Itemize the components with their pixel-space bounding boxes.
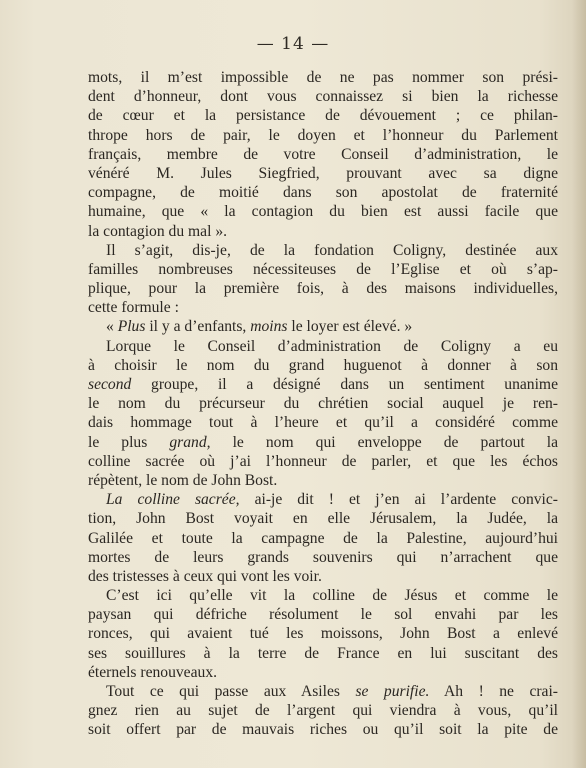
page-edge-shadow <box>572 0 586 768</box>
italic-text: grand, <box>169 433 211 451</box>
italic-text: second <box>88 376 132 393</box>
text-run: répètent, le nom de John Bost. <box>88 471 278 489</box>
text-run: ronces, qui avaient tué les moissons, John Bost a enlevé <box>88 625 558 643</box>
text-line <box>88 548 558 567</box>
text-line <box>88 682 558 701</box>
text-run: dais hommage tout à l’heure et qu’il a considéré comme <box>88 414 558 432</box>
text-run: Il s’agit, dis-je, de la fondation Coligny, destinée aux <box>106 241 558 259</box>
text-line <box>88 356 558 375</box>
text-line <box>88 375 558 394</box>
italic-text: Plus <box>117 318 146 336</box>
text-line <box>88 183 558 202</box>
text-line <box>88 279 558 298</box>
text-run: ses souillures à la terre de France en lui suscitant des <box>88 644 558 662</box>
text-line <box>88 413 558 432</box>
text-run: humaine, que « la contagion du bien est aussi facile que <box>88 203 558 221</box>
text-line <box>88 605 558 624</box>
text-line <box>88 701 558 720</box>
text-run: C’est ici qu’elle vit la colline de Jésus et comme le <box>106 587 558 605</box>
text-run: plique, pour la première fois, à des maisons individuelles, <box>88 280 558 298</box>
text-run: compagne, de moitié dans son apostolat de fraternité <box>88 184 558 202</box>
text-run: Lorque le Conseil d’administration de Coligny a eu <box>106 337 558 355</box>
text-line <box>88 145 558 164</box>
text-run: éternels renouveaux. <box>88 663 218 681</box>
text-line <box>88 663 558 682</box>
text-line <box>88 298 558 317</box>
text-line <box>88 394 558 413</box>
text-line <box>88 509 558 528</box>
text-run: Tout ce qui passe aux Asiles <box>106 683 356 700</box>
italic-text: se purifie. <box>355 683 430 700</box>
text-run: le nom du précurseur du chrétien social auquel je ren- <box>88 395 558 413</box>
text-line <box>88 126 558 145</box>
text-run: de cœur et la persistance de dévouement ; ce philan- <box>88 107 558 125</box>
text-run: groupe, il a désigné dans un sentiment unanime <box>131 376 558 393</box>
page-number: — 14 — <box>256 34 330 54</box>
text-run: dent d’honneur, dont vous connaissez si bien la richesse <box>88 88 558 106</box>
text-line <box>88 317 558 336</box>
text-run: le nom qui enveloppe de partout la <box>210 433 558 451</box>
text-run: « <box>106 318 118 336</box>
text-run: paysan qui défriche résolument le sol envahi par les <box>88 606 558 624</box>
text-run: vénéré M. Jules Siegfried, prouvant avec sa digne <box>88 164 558 182</box>
text-run: la contagion du mal ». <box>88 222 228 240</box>
text-line <box>88 222 558 241</box>
text-line <box>88 164 558 183</box>
text-run: tion, John Bost voyait en elle Jérusalem, la Judée, la <box>88 510 558 528</box>
text-run: familles nombreuses nécessiteuses de l’Eglise et où s’ap- <box>88 260 558 278</box>
text-line <box>88 433 558 452</box>
text-run: soit offert par de mauvais riches ou qu’il soit la pite de <box>88 721 558 739</box>
text-line <box>88 202 558 221</box>
text-line <box>88 87 558 106</box>
text-run: Ah ! ne crai- <box>429 683 559 700</box>
text-run: Galilée et toute la campagne de la Palestine, aujourd’hui <box>88 529 558 547</box>
text-line <box>88 452 558 471</box>
text-line <box>88 720 558 739</box>
italic-text: La colline sacrée, <box>106 491 240 509</box>
text-line <box>88 241 558 260</box>
text-line <box>88 644 558 663</box>
body-text <box>88 68 558 740</box>
text-run: cette formule : <box>88 299 179 317</box>
text-line <box>88 68 558 87</box>
text-run: le plus <box>88 433 170 451</box>
text-run: mortes de leurs grands souvenirs qui n’arrachent que <box>88 548 558 566</box>
text-line <box>88 260 558 279</box>
text-run: le loyer est élevé. » <box>287 318 413 336</box>
text-line <box>88 624 558 643</box>
text-run: français, membre de votre Conseil d’administration, le <box>88 145 558 163</box>
text-run: à choisir le nom du grand huguenot à donner à son <box>88 356 558 374</box>
text-run: mots, il m’est impossible de ne pas nommer son prési- <box>88 69 558 86</box>
text-line <box>88 337 558 356</box>
text-run: thrope hors de pair, le doyen et l’honneur du Parlement <box>88 126 558 144</box>
text-run: colline sacrée où j’ai l’honneur de parler, et que les échos <box>88 452 558 470</box>
text-run: des tristesses à ceux qui vont les voir. <box>88 567 322 585</box>
text-line <box>88 106 558 125</box>
text-line <box>88 529 558 548</box>
text-run: gnez rien au sujet de l’argent qui viendra à vous, qu’il <box>88 702 558 720</box>
text-run: ai-je dit ! et j’en ai l’ardente convic- <box>239 491 558 509</box>
text-line <box>88 586 558 605</box>
text-line <box>88 490 558 509</box>
text-run: il y a d’enfants, <box>145 318 251 336</box>
italic-text: moins <box>250 318 288 336</box>
text-line <box>88 567 558 586</box>
text-line <box>88 471 558 490</box>
